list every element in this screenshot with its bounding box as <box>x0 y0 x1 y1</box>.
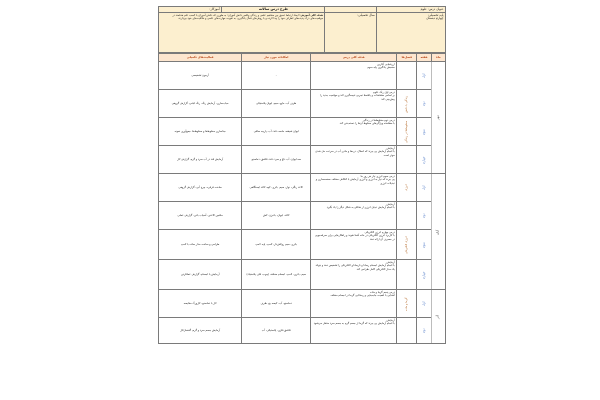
activities-cell: آزمایش قند در آب سرد و گرم، گزارش کار <box>159 146 242 174</box>
goal-cell: آزمایش با انجام آزمایش پی ببرند که گرما از جسم گرم به جسم سرد منتقل می‌شود <box>311 318 397 344</box>
week-cell: اول <box>417 62 431 90</box>
subject-label: عنوان درس: علوم <box>377 7 446 13</box>
resources-cell: لیوان شیشه، ماسه، قند، آب، پارچه صافی <box>242 118 311 146</box>
goal-cell: درس اول زنگ علوم بر اساس مشاهدات و یافته‌ها تجربی نتیجه‌گیری کند و موقعیت جدید را پیش‌بینی کند <box>311 90 397 118</box>
goal-cell: درس سوم انرژی نیاز هر روز ما پی ببرند که نیاز به انرژی و انرژی آزمایش با کنکاش مختلف صفحه‌سازی و تبدیلات انرژی <box>311 174 397 202</box>
goal-text: ایجاد ارتباط عمیق بین مفاهیم علمی و زندگی واقعی دانش آموزان؛ به طوری که دانش آموزان با کسب علم هدفمند در موقعیت‌های درک پدیده‌های اطراف خود را پیدا کرده و با روش‌های فعال یادگیری، به تقویت مهارت‌های علمی و خلاقیت‌های خود بپردازند. <box>172 13 323 21</box>
activities-cell: کار با دماسنج، کارورگ مقایسه <box>159 290 242 318</box>
activities-cell: آزمایش با اجسام، گزارش عملکردی <box>159 260 242 290</box>
plan-title: طرح درس سالانه <box>222 7 325 13</box>
col-goal: هدف کلی درس <box>311 54 397 62</box>
chapter-cell: زندگی با دانش <box>397 90 417 118</box>
col-activities: فعالیت‌های تکمیلی <box>159 54 242 62</box>
activities-cell: آزمایش جسم سرد و گرم، گفتمان‌کار <box>159 318 242 344</box>
col-month: ماه <box>431 54 445 62</box>
chapter-cell <box>397 202 417 230</box>
month-cell: مهر <box>431 62 445 174</box>
chapter-cell <box>397 318 417 344</box>
grade-label: پایه تحصیلی: <box>427 12 444 17</box>
activities-cell: آزمون تشخیصی <box>159 62 242 90</box>
activities-cell: جداسازی مخلوط‌ها و مخلوط‌ها، جمع‌آوری نمونه <box>159 118 242 146</box>
activities-cell: طراحی و ساخت مدار ساده با لامپ <box>159 230 242 260</box>
resources-cell: کاغذ رنگی، نوار، سیم، باتری، کپیه کاغذ ایستگاهی <box>242 174 311 202</box>
table-row <box>159 174 446 202</box>
resources-cell: باتری، سیم روکش‌دار، لامپ، پایه لامپ <box>242 230 311 260</box>
table-row <box>159 118 446 146</box>
lesson-plan-page <box>158 6 446 396</box>
col-resources: امکانات مورد نیاز <box>242 54 311 62</box>
resources-cell: سه لیوان، آب داغ و سرد، قند، قاشق، دماسنج <box>242 146 311 174</box>
week-cell: چهارم <box>417 146 431 174</box>
col-week: هفته <box>417 54 431 62</box>
week-cell: سوم <box>417 118 431 146</box>
table-row <box>159 290 446 318</box>
table-row <box>159 90 446 118</box>
month-cell: آذر <box>431 290 445 344</box>
table-row <box>159 146 446 174</box>
chapter-cell: مخلوط‌ها در زندگی <box>397 118 417 146</box>
resources-cell: - <box>242 62 311 90</box>
resources-cell: قاشق فلزی، پلاستیکی، آب <box>242 318 311 344</box>
week-cell: اول <box>417 174 431 202</box>
week-cell: چهارم <box>417 260 431 290</box>
goal-cell: درس چهارم انرژی الکتریکی با کاربرد انرژی الکتریکی در خانه آشنا شوند و راهکارهایی برای صرفه‌جویی در مصرف آن ارائه دهد <box>311 230 397 260</box>
resources-cell: کاغذ، لیوان، بادبزن، کش <box>242 202 311 230</box>
goal-cell: درس پنجم گرما و ماده آشنایی با اهمیت جابه‌جایی و رسانایی گرما در اجسام مختلف <box>311 290 397 318</box>
teacher-label: آموزگار: <box>159 7 222 13</box>
week-cell: دوم <box>417 90 431 118</box>
goal-cell: آزمایش با انجام آزمایش تبدیل انرژی از شکلی به شکل دیگر را یاد بگیرد <box>311 202 397 230</box>
table-row <box>159 62 446 90</box>
week-cell: دوم <box>417 318 431 344</box>
chapter-cell: انرژی <box>397 174 417 202</box>
activities-cell: ماشین کاغذی، آسیاب بادی، گزارش عملی <box>159 202 242 230</box>
table-row <box>159 230 446 260</box>
table-row <box>159 318 446 344</box>
grade-value: چهارم دبستان <box>426 16 444 21</box>
resources-cell: سیم، باتری، لامپ، اجسام مختلف (چوب، فلز، پلاستیک) <box>242 260 311 290</box>
chapter-cell <box>397 260 417 290</box>
chapter-cell: انرژی الکتریکی <box>397 230 417 260</box>
activities-cell: ساخت فرفره، چرخ آبی، گزارش گروهی <box>159 174 242 202</box>
goal-cell: آزمایش با انجام آزمایش پی ببرند که انحلال، ذره‌ها و مادی آب در سرعت حل شدن موثر است <box>311 146 397 174</box>
chapter-cell <box>397 146 417 174</box>
goal-label: هدف کلی آموزش: <box>299 13 323 17</box>
goal-cell: آزمایش با انجام آزمایش اجسام رسانا و نارسانای الکتریکی را تشخیص دهد و بتواند یک مدار الکتریکی کامل طراحی کند <box>311 260 397 290</box>
week-cell: سوم <box>417 230 431 260</box>
resources-cell: ظرف آب، مایع، سیم، لیوان پلاستیکی <box>242 90 311 118</box>
week-cell: اول <box>417 290 431 318</box>
year-label: سال تحصیلی: <box>325 13 377 53</box>
goal-cell: درس دوم مخلوط‌ها در زندگی با مشاهده ویژگی‌های مخلوط آن‌ها را دسته‌بندی کند <box>311 118 397 146</box>
chapter-cell: گرما و ماده <box>397 290 417 318</box>
week-cell: دوم <box>417 202 431 230</box>
table-row <box>159 260 446 290</box>
plan-header <box>158 6 446 53</box>
month-cell: آبان <box>431 174 445 290</box>
table-row <box>159 202 446 230</box>
plan-table <box>158 53 446 344</box>
resources-cell: دماسنج، آب، کیسه یخ، ظرف <box>242 290 311 318</box>
table-header-row <box>159 54 446 62</box>
goal-cell: ارزشیابی آغازین سنجش یادگیری پایه سوم <box>311 62 397 90</box>
col-chapter: فصل‌ها <box>397 54 417 62</box>
chapter-cell <box>397 62 417 90</box>
activities-cell: حباب‌سازی، آزمایش رنگ، رنگ لباس، گزارش گروهی <box>159 90 242 118</box>
